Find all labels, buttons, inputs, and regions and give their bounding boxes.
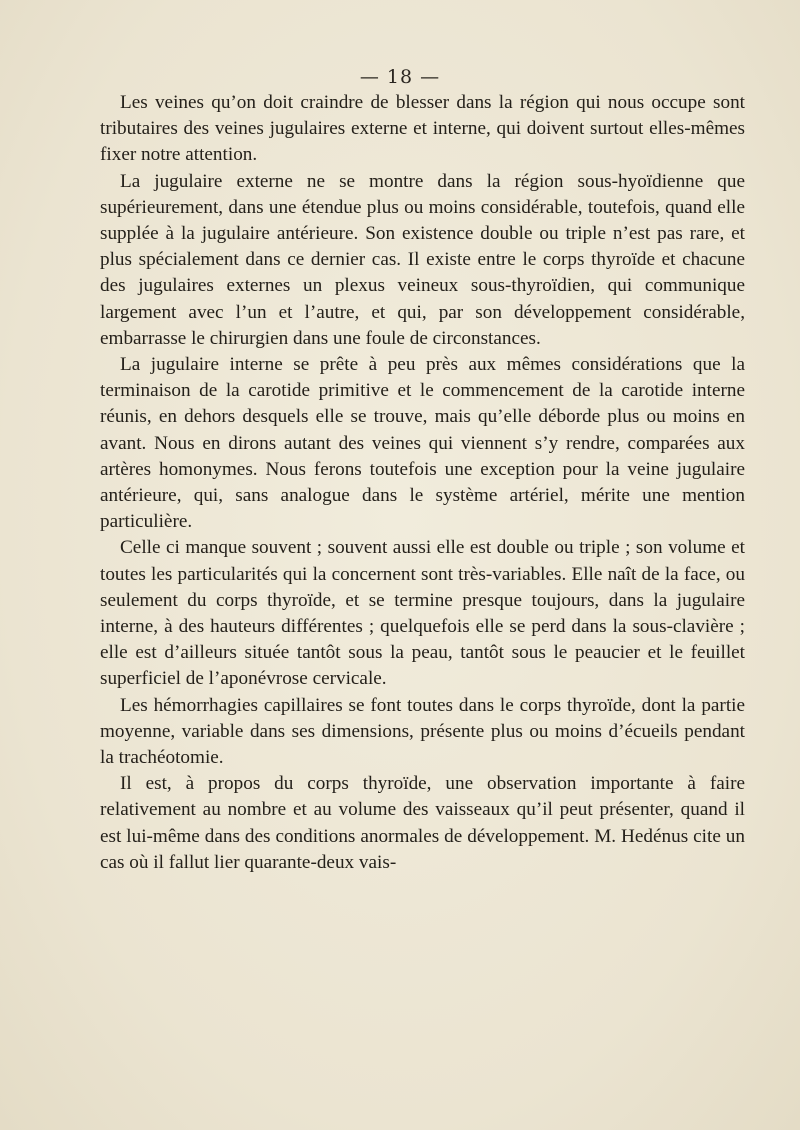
paragraph: Celle ci manque souvent ; souvent aussi elle est double ou triple ; son volume et toutes les particularités qui la concernent sont très-variables. Elle naît de la face, ou seulement du corps thyroïde, et se termine presque toujours, dans la jugulaire interne, à des hauteurs différentes ; quelquefois elle se perd dans la sous-clavière ; elle est d’ailleurs située tantôt sous la peau, tantôt sous le peaucier et le feuillet superficiel de l’aponévrose cervicale.	[100, 537, 745, 690]
paragraph: La jugulaire externe ne se montre dans la région sous-hyoïdienne que supérieurement, dans une étendue plus ou moins considérable, toutefois, quand elle supplée à la jugulaire antérieure. Son existence double ou triple n’est pas rare, et plus spécialement dans ce dernier cas. Il existe entre le corps thyroïde et chacune des jugulaires externes un plexus veineux sous-thyroïdien, qui communique largement avec l’un et l’autre, et qui, par son développement considérable, embarrasse le chirurgien dans une foule de circonstances.	[100, 170, 745, 349]
paragraph: La jugulaire interne se prête à peu près aux mêmes considérations que la terminaison de la carotide primitive et le commencement de la carotide interne réunis, en dehors desquels elle se trouve, mais qu’elle déborde plus ou moins en avant. Nous en dirons autant des veines qui viennent s’y rendre, comparées aux artères homonymes. Nous ferons toutefois une exception pour la veine jugulaire antérieure, qui, sans analogue dans le système artériel, mérite une mention particulière.	[100, 354, 745, 533]
body-text	[100, 90, 745, 876]
page-number: — 18 —	[359, 66, 441, 88]
paragraph: Il est, à propos du corps thyroïde, une observation importante à faire relativement au nombre et au volume des vaisseaux qu’il peut présenter, quand il est lui-même dans des conditions anormales de développement. M. Hedénus cite un cas où il fallut lier quarante-deux vais-	[100, 773, 745, 873]
paragraph: Les hémorrhagies capillaires se font toutes dans le corps thyroïde, dont la partie moyenne, variable dans ses dimensions, présente plus ou moins d’écueils pendant la trachéotomie.	[100, 694, 745, 769]
paragraph: Les veines qu’on doit craindre de blesser dans la région qui nous occupe sont tributaires des veines jugulaires externe et interne, qui doivent surtout elles-mêmes fixer notre attention.	[100, 92, 745, 166]
